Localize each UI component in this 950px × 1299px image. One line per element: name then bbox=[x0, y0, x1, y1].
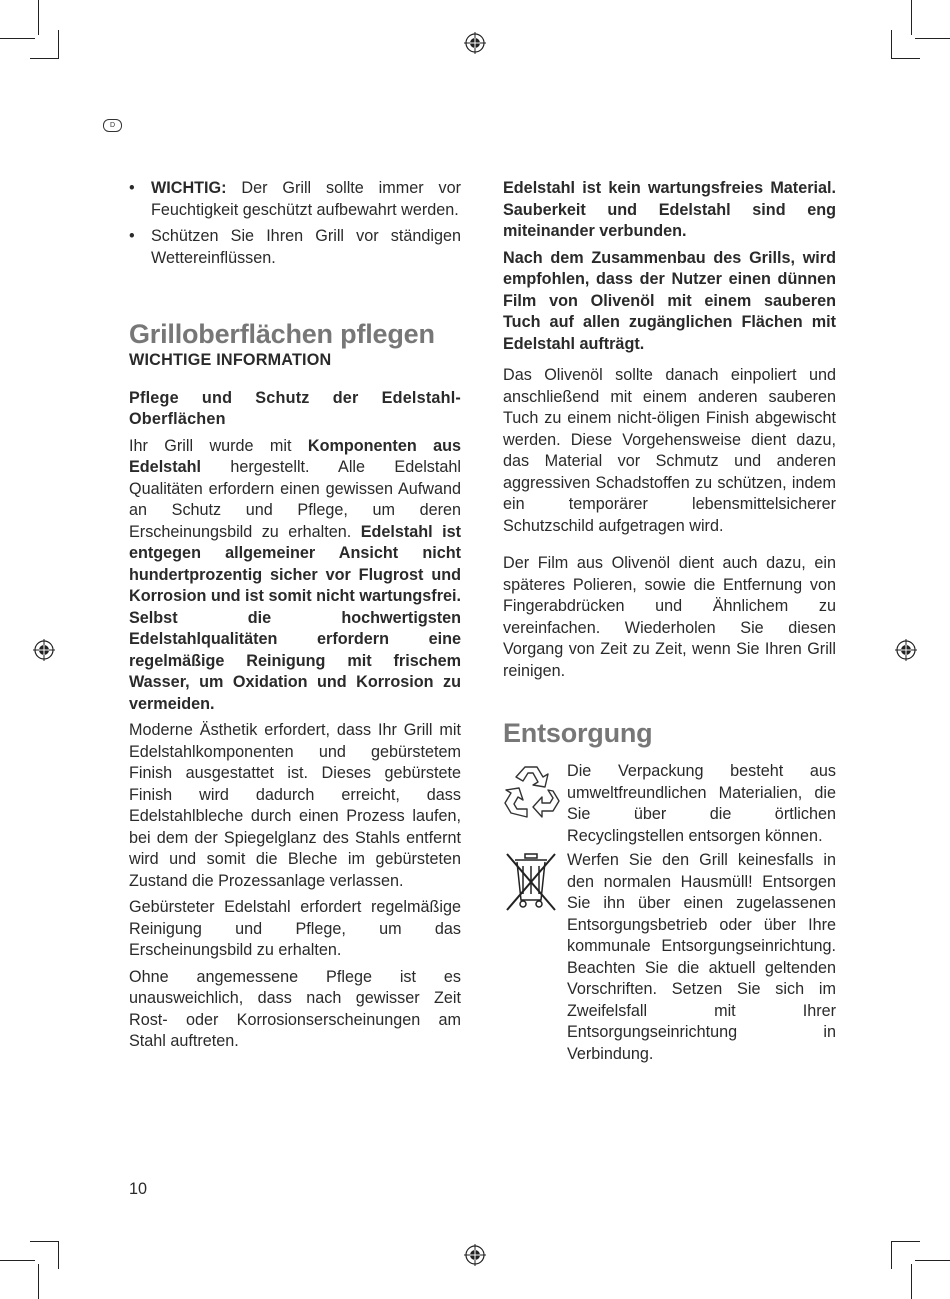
crop-mark bbox=[915, 38, 950, 39]
paragraph: Moderne Ästhetik erfordert, dass Ihr Grill mit Edelstahlkomponenten und gebürstetem Finish ausgestattet ist. Dieses gebürstete Finish wird dadurch erreicht, dass Edelstahlbleche durch einen Prozess laufen, bei dem der Spiegelglanz des Stahls entfernt wird und somit die Bleche im gebürsteten Zustand die Prozessanlage verlassen. bbox=[129, 721, 461, 890]
page-number: 10 bbox=[129, 1180, 148, 1198]
right-column bbox=[503, 178, 836, 1065]
paragraph: Ohne angemessene Pflege ist es unausweichlich, dass nach gewisser Zeit Rost- oder Korrosionserscheinungen am Stahl auftreten. bbox=[129, 967, 461, 1050]
recycling-notice bbox=[503, 761, 836, 847]
paragraph: Gebürsteter Edelstahl erfordert regelmäßige Reinigung und Pflege, um das Erscheinungsbild zu erhalten. bbox=[129, 898, 461, 959]
crop-mark bbox=[38, 1264, 39, 1299]
paragraph bbox=[129, 436, 461, 716]
section-title: Pflege und Schutz der Edelstahl-Oberflächen bbox=[129, 388, 461, 428]
crop-mark bbox=[0, 38, 35, 39]
crop-mark bbox=[58, 30, 59, 58]
left-column bbox=[129, 178, 461, 1053]
crop-mark bbox=[891, 1241, 892, 1269]
crop-mark bbox=[58, 1241, 59, 1269]
recycle-icon bbox=[503, 761, 567, 826]
list-item bbox=[129, 226, 461, 269]
paragraph: Der Film aus Olivenöl dient auch dazu, ein späteres Polieren, sowie die Entfernung von Fingerabdrücken und Ähnlichem zu vereinfachen. Wiederholen Sie diesen Vorgang von Zeit zu Zeit, wenn Sie Ihren Grill reinigen. bbox=[503, 554, 836, 680]
crop-mark bbox=[38, 0, 39, 35]
registration-mark-icon bbox=[464, 1244, 486, 1266]
section-heading: Grilloberflächen pflegen bbox=[129, 319, 435, 349]
crop-mark bbox=[911, 0, 912, 35]
subheading: WICHTIGE INFORMATION bbox=[129, 351, 332, 369]
registration-mark-icon bbox=[895, 639, 917, 661]
registration-mark-icon bbox=[33, 639, 55, 661]
list-item bbox=[129, 178, 461, 221]
crossed-bin-icon bbox=[503, 850, 567, 919]
paragraph-bold: Nach dem Zusammenbau des Grills, wird empfohlen, dass der Nutzer einen dünnen Film von Olivenöl mit einem sauberen Tuch auf allen zugänglichen Flächen mit Edelstahl aufträgt. bbox=[503, 248, 836, 353]
crop-mark bbox=[30, 58, 59, 59]
paragraph-bold: Edelstahl ist kein wartungsfreies Material. Sauberkeit und Edelstahl sind eng miteinander verbunden. bbox=[503, 179, 836, 240]
bullet-text: Der Grill sollte immer vor Feuchtigkeit geschützt aufbewahrt werden. bbox=[151, 179, 461, 219]
bullet-list bbox=[129, 178, 461, 269]
crop-mark bbox=[0, 1260, 35, 1261]
recycling-text: Die Verpackung besteht aus umweltfreundlichen Materialien, die Sie über die örtlichen Recyclingstellen entsorgen können. bbox=[567, 762, 836, 845]
text-run-bold: Edelstahl ist entgegen allgemeiner Ansicht nicht hundertprozentig sicher vor Flugrost und Korrosion und ist somit nicht wartungsfrei. Selbst die hochwertigsten Edelstahlqualitäten erfordern eine regelmäßige Reinigung mit frischem Wasser, um Oxidation und Korrosion zu vermeiden. bbox=[129, 522, 461, 713]
bullet-text: Schützen Sie Ihren Grill vor ständigen Wettereinflüssen. bbox=[151, 227, 461, 267]
weee-text: Werfen Sie den Grill keinesfalls in den normalen Hausmüll! Entsorgen Sie ihn über einen zugelassenen Entsorgungsbetrieb oder über Ihre kommunale Entsorgungseinrichtung. Beachten Sie die aktuell geltenden Vorschriften. Setzen Sie sich im Zweifelsfall mit Ihrer Entsorgungseinrichtung in Verbindung. bbox=[567, 851, 836, 1063]
crop-mark bbox=[915, 1260, 950, 1261]
text-run: Ihr Grill wurde mit bbox=[129, 436, 308, 455]
text-run: hergestellt. Alle Edelstahl Qualitäten erfordern einen gewissen Aufwand an Schutz und Pflege, um deren Erscheinungsbild zu erhalten. bbox=[129, 458, 461, 541]
crop-mark bbox=[911, 1264, 912, 1299]
crop-mark bbox=[891, 30, 892, 58]
registration-mark-icon bbox=[464, 32, 486, 54]
text-run-bold: Komponenten aus Edelstahl bbox=[129, 436, 461, 476]
section-heading: Entsorgung bbox=[503, 718, 653, 748]
crop-mark bbox=[891, 58, 920, 59]
crop-mark bbox=[30, 1241, 59, 1242]
weee-notice bbox=[503, 850, 836, 1065]
language-badge: D bbox=[103, 119, 122, 132]
crop-mark bbox=[891, 1241, 920, 1242]
paragraph: Das Olivenöl sollte danach einpoliert und anschließend mit einem anderen sauberen Tuch zu einem nicht-öligen Finish abgewischt werden. Diese Vorgehensweise dient dazu, das Material vor Schmutz und anderen aggressiven Schadstoffen zu schützen, indem ein temporärer lebensmittelsicherer Schutzschild aufgetragen wird. bbox=[503, 366, 836, 535]
bullet-bold-label: WICHTIG: bbox=[151, 179, 227, 197]
